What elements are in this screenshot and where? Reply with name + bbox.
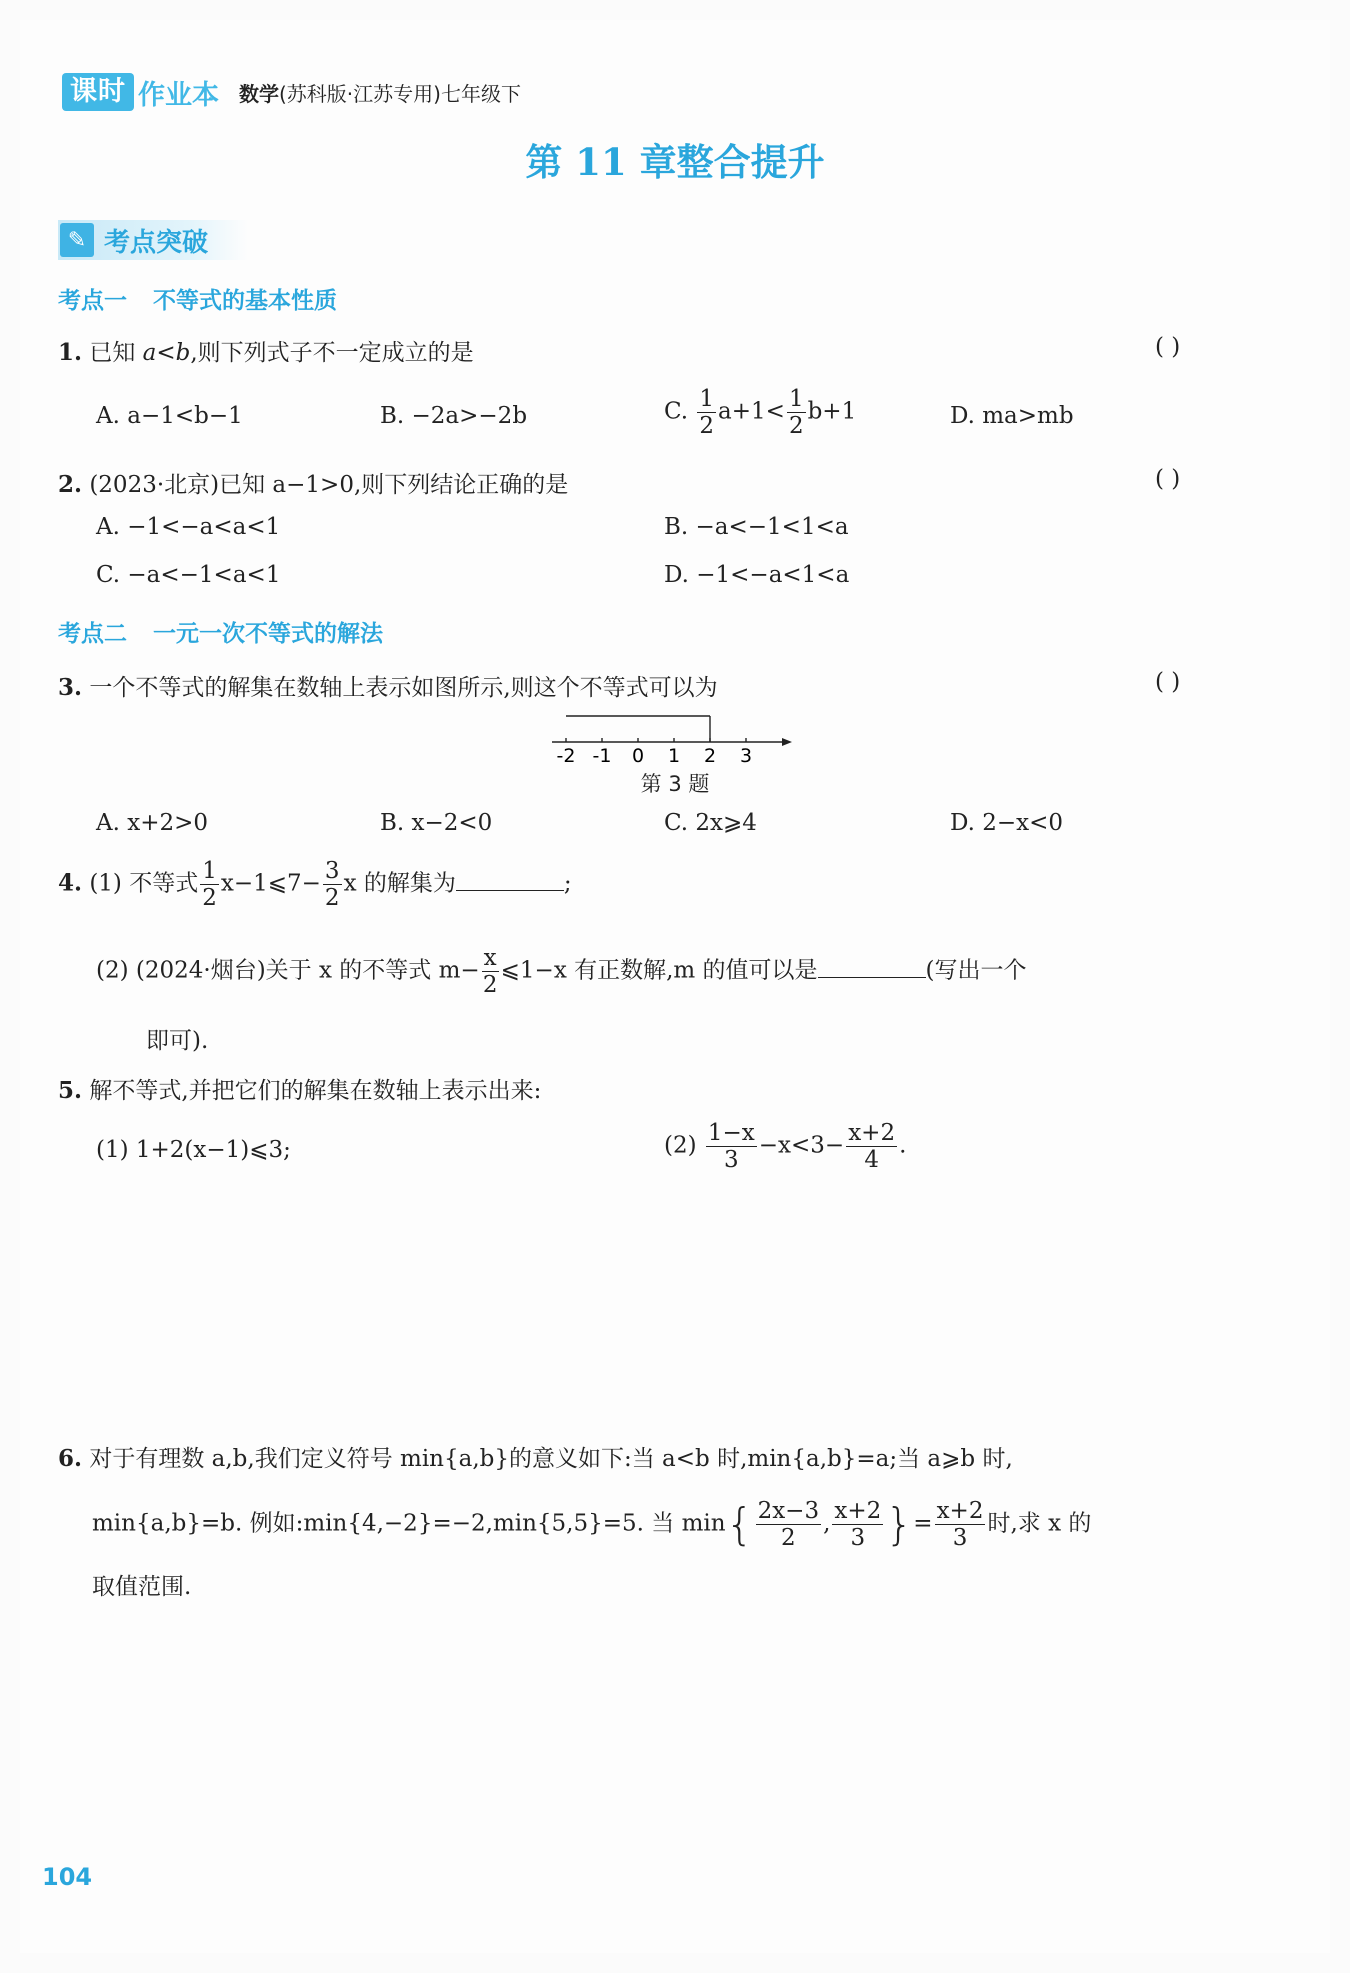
- answer-blank-4-2[interactable]: [818, 957, 926, 978]
- tick-label: 1: [667, 745, 681, 767]
- question-4-part-2-cont: 即可).: [146, 1028, 209, 1054]
- tick-label: 3: [739, 745, 753, 767]
- q2-option-c: C. −a<−1<a<1: [96, 562, 281, 588]
- question-6-line-1: 6. 对于有理数 a,b,我们定义符号 min{a,b}的意义如下:当 a<b 时,min{a,b}=a;当 a⩾b 时,: [58, 1445, 1013, 1472]
- q1-option-c: C. $\frac{1}{2}$ a+1< $\frac{1}{2}$ b+1: [664, 386, 857, 439]
- book-header: [62, 72, 521, 112]
- chapter-title: 第 11 章整合提升: [525, 140, 825, 184]
- arrow-head-icon: [782, 738, 792, 746]
- q1-option-b: B. −2a>−2b: [380, 403, 528, 429]
- answer-paren-2[interactable]: ( ): [1155, 466, 1181, 492]
- answer-blank-4-1[interactable]: [456, 870, 564, 891]
- question-4-part-2: (2) (2024·烟台)关于 x 的不等式 m− $\frac{x}{2}$ ⩽1−x 有正数解,m 的值可以是 (写出一个: [96, 945, 1027, 998]
- figure-caption: 第 3 题: [640, 772, 710, 796]
- q3-option-a: A. x+2>0: [96, 810, 209, 836]
- q1-option-a: A. a−1<b−1: [96, 403, 243, 429]
- section-heading-1: 考点一 不等式的基本性质: [58, 288, 337, 314]
- page-number: 104: [42, 1863, 93, 1891]
- q1-option-d: D. ma>mb: [950, 403, 1074, 429]
- subject-line: 数学(苏科版·江苏专用)七年级下: [239, 81, 521, 106]
- question-4-part-1: 4. (1) 不等式 $\frac{1}{2}$ x−1⩽7− $\frac{3}{2}$ x 的解集为 ;: [58, 858, 572, 911]
- tick-label: -1: [592, 745, 612, 767]
- q3-option-c: C. 2x⩾4: [664, 810, 757, 836]
- q2-option-d: D. −1<−a<1<a: [664, 562, 850, 588]
- number-line-figure: [540, 706, 800, 768]
- question-5-stem: 5. 解不等式,并把它们的解集在数轴上表示出来:: [58, 1077, 542, 1104]
- tick-label: 2: [703, 745, 717, 767]
- q2-option-b: B. −a<−1<1<a: [664, 514, 849, 540]
- pencil-icon: ✎: [60, 223, 94, 257]
- q2-option-a: A. −1<−a<a<1: [96, 514, 281, 540]
- tick-label: 0: [631, 745, 645, 767]
- question-2-stem: 2. (2023·北京)已知 a−1>0,则下列结论正确的是: [58, 471, 569, 498]
- question-6-line-3: 取值范围.: [92, 1574, 192, 1600]
- banner-label: 考点突破: [104, 227, 209, 258]
- question-6-line-2: min{a,b}=b. 例如:min{4,−2}=−2,min{5,5}=5. 当 min{ $\frac{2x-3}{2}$ , $\frac{x+2}{3}$ }= $\frac{x+2}{3}$ 时,求 x 的: [92, 1498, 1092, 1551]
- question-3-stem: 3. 一个不等式的解集在数轴上表示如图所示,则这个不等式可以为: [58, 674, 718, 701]
- logo-text: 作业本: [138, 79, 219, 111]
- section-banner: [58, 220, 248, 260]
- q3-option-b: B. x−2<0: [380, 810, 493, 836]
- question-5-part-1: (1) 1+2(x−1)⩽3;: [96, 1137, 291, 1163]
- answer-paren-1[interactable]: ( ): [1155, 334, 1181, 360]
- question-5-part-2: (2) $\frac{1-x}{3}$ −x<3− $\frac{x+2}{4}$ .: [664, 1120, 907, 1173]
- question-1-stem: 1. 已知 a<b,则下列式子不一定成立的是: [58, 339, 474, 366]
- q3-option-d: D. 2−x<0: [950, 810, 1064, 836]
- logo-highlight: 课时: [62, 73, 134, 111]
- answer-paren-3[interactable]: ( ): [1155, 669, 1181, 695]
- section-heading-2: 考点二 一元一次不等式的解法: [58, 621, 383, 647]
- tick-label: -2: [556, 745, 576, 767]
